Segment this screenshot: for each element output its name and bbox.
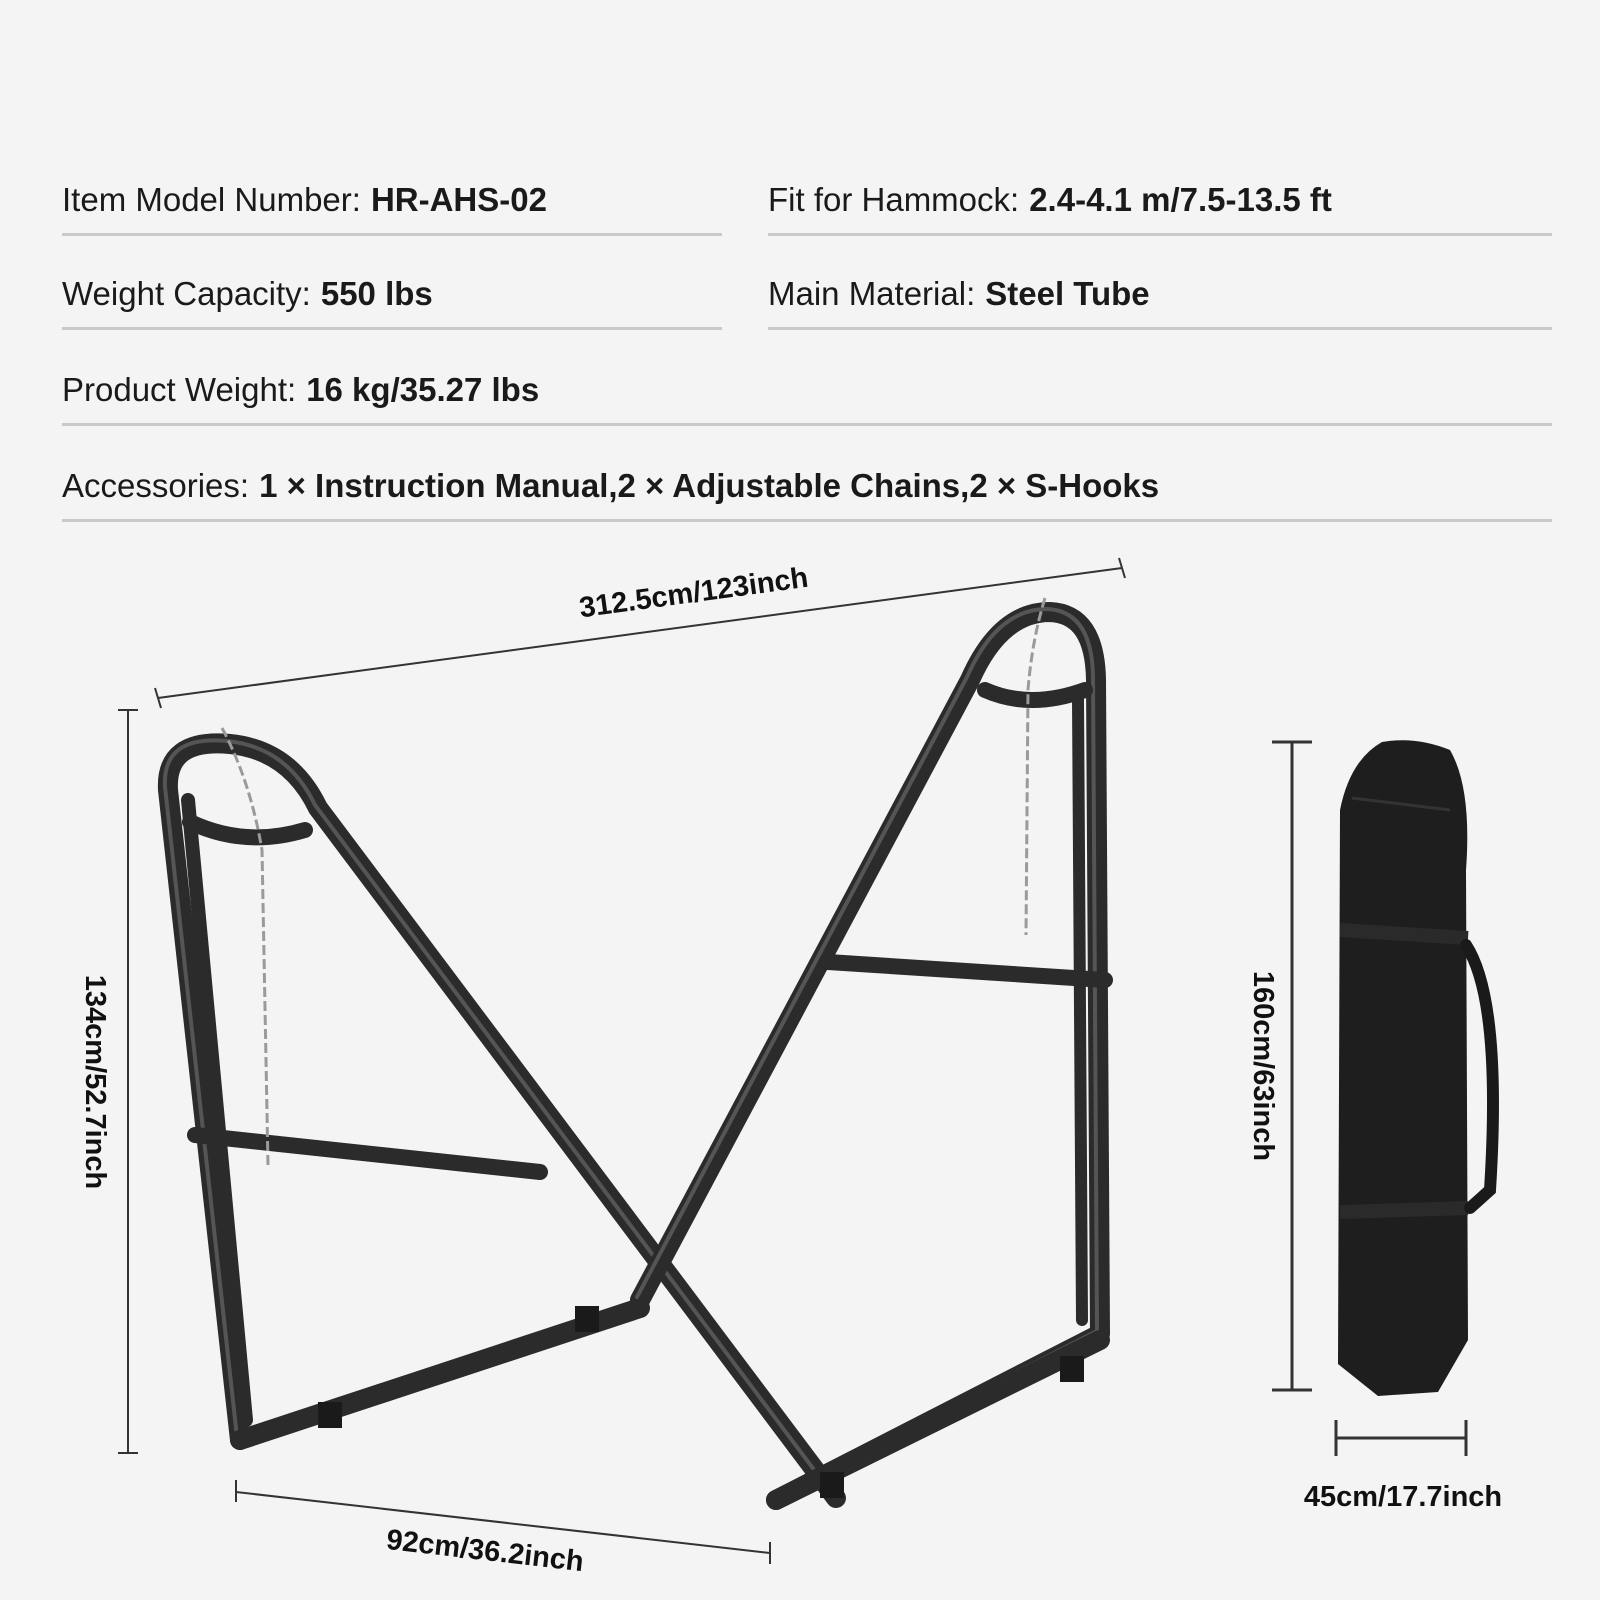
bag-height-dimension [1247,742,1312,1390]
main-material-value: Steel Tube [985,275,1150,312]
fit-for-hammock-label: Fit for Hammock: [768,181,1020,218]
height-dimension [79,710,138,1453]
model-number-value: HR-AHS-02 [370,181,547,218]
spec-row-accessories [62,462,1552,522]
spec-row-model-number [62,176,722,236]
bag-height-dimension-label: 160cm/63inch [1247,970,1279,1162]
accessories-value: 1 × Instruction Manual,2 × Adjustable Chains,2 × S-Hooks [259,467,1160,504]
height-dimension-label: 134cm/52.7inch [79,974,111,1190]
spec-row-main-material [768,270,1552,330]
carry-bag [1338,740,1493,1396]
spec-row-weight-capacity [62,270,722,330]
spec-row-fit-for-hammock [768,176,1552,236]
bag-width-dimension [1304,1420,1502,1513]
product-weight-label: Product Weight: [62,371,297,408]
chain-right [1026,598,1045,935]
main-material-label: Main Material: [768,275,976,312]
fit-for-hammock-value: 2.4-4.1 m/7.5-13.5 ft [1029,181,1332,218]
hammock-stand-frame [165,609,1105,1500]
depth-dimension [236,1480,770,1578]
length-dimension-label: 312.5cm/123inch [577,561,811,625]
depth-dimension-label: 92cm/36.2inch [384,1523,586,1579]
weight-capacity-label: Weight Capacity: [62,275,311,312]
bag-width-dimension-label: 45cm/17.7inch [1303,1481,1503,1513]
weight-capacity-value: 550 lbs [320,275,433,312]
model-number-label: Item Model Number: [62,181,361,218]
product-diagram [0,540,1600,1600]
accessories-label: Accessories: [62,467,250,504]
spec-row-product-weight [62,366,1552,426]
chain-left [222,728,268,1165]
product-weight-value: 16 kg/35.27 lbs [306,371,540,408]
